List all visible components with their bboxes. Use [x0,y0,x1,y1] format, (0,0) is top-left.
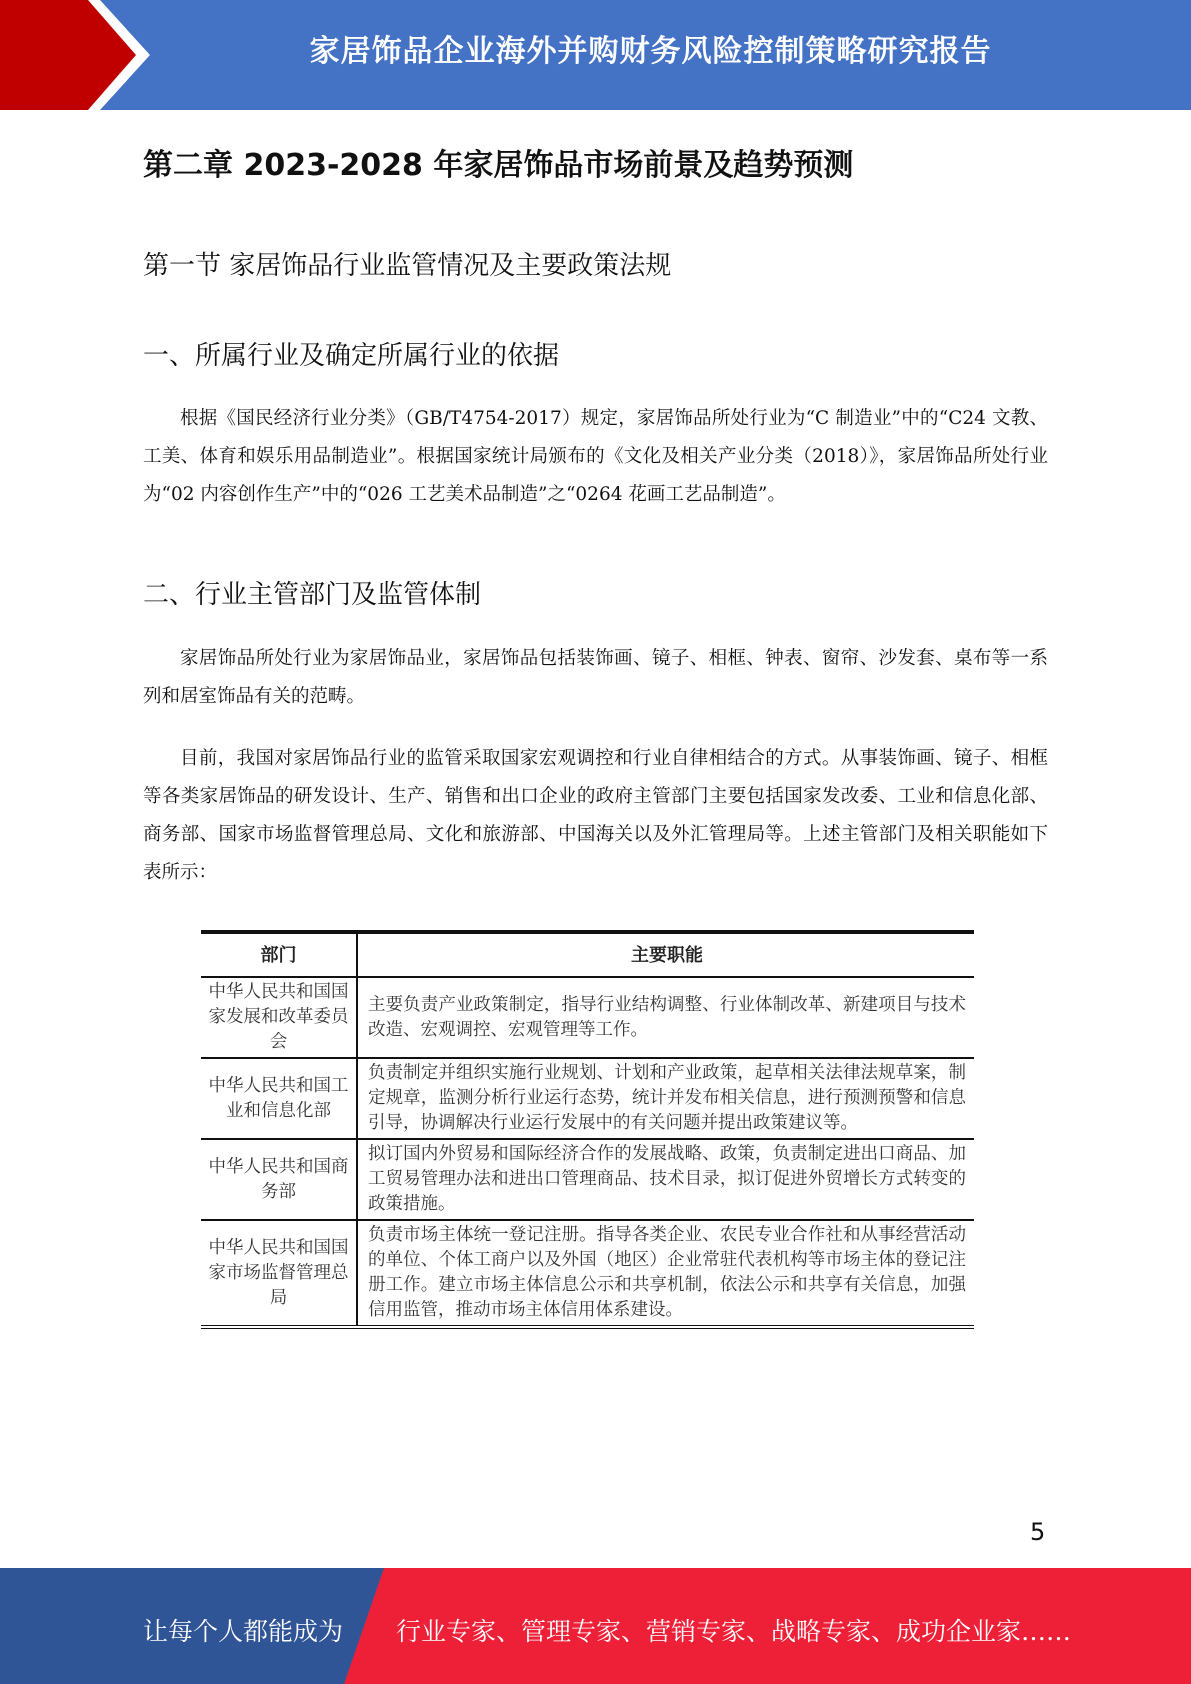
table-header-duty: 主要职能 [357,932,974,977]
table-cell-dept: 中华人民共和国国家发展和改革委员会 [201,977,357,1058]
subsection-2-paragraph-1: 家居饰品所处行业为家居饰品业，家居饰品包括装饰画、镜子、相框、钟表、窗帘、沙发套、桌布等一系列和居室饰品有关的范畴。 [143,648,1048,707]
table-cell-dept: 中华人民共和国商务部 [201,1139,357,1220]
subsection-1-title: 一、所属行业及确定所属行业的依据 [143,341,560,371]
table-header-row [201,932,974,977]
table-cell-duty: 负责制定并组织实施行业规划、计划和产业政策，起草相关法律法规草案，制定规章，监测分析行业运行态势，统计并发布相关信息，进行预测预警和信息引导，协调解决行业运行发展中的有关问题并提出政策建议等。 [357,1058,974,1139]
section-title: 第一节 家居饰品行业监管情况及主要政策法规 [143,251,672,281]
table-cell-duty: 拟订国内外贸易和国际经济合作的发展战略、政策，负责制定进出口商品、加工贸易管理办法和进出口管理商品、技术目录，拟订促进外贸增长方式转变的政策措施。 [357,1139,974,1220]
subsection-2-paragraph-2: 目前，我国对家居饰品行业的监管采取国家宏观调控和行业自律相结合的方式。从事装饰画、镜子、相框等各类家居饰品的研发设计、生产、销售和出口企业的政府主管部门主要包括国家发改委、工业和信息化部、商务部、国家市场监督管理总局、文化和旅游部、中国海关以及外汇管理局等。上述主管部门及相关职能如下表所示： [143,748,1048,883]
departments-table [201,930,974,1329]
footer-slogan-right: 行业专家、管理专家、营销专家、战略专家、成功企业家…… [396,1617,1072,1646]
table-cell-duty: 负责市场主体统一登记注册。指导各类企业、农民专业合作社和从事经营活动的单位、个体工商户以及外国（地区）企业常驻代表机构等市场主体的登记注册工作。建立市场主体信息公示和共享机制，依法公示和共享有关信息，加强信用监管，推动市场主体信用体系建设。 [368,1225,966,1320]
header-red-arrow [0,0,136,110]
table-cell-duty: 主要负责产业政策制定，指导行业结构调整、行业体制改革、新建项目与技术改造、宏观调控、宏观管理等工作。 [357,977,974,1058]
table-row [201,1058,974,1139]
table-cell-dept: 中华人民共和国国家市场监督管理总局 [201,1220,357,1327]
subsection-2-title: 二、行业主管部门及监管体制 [143,580,482,610]
table-row [201,977,974,1058]
table-cell-dept: 中华人民共和国工业和信息化部 [201,1058,357,1139]
footer-banner [0,1568,1191,1684]
report-title: 家居饰品企业海外并购财务风险控制策略研究报告 [309,34,992,69]
footer-slogan-left: 让每个人都能成为 [143,1617,344,1646]
table-row [201,1139,974,1220]
chapter-title: 第二章 2023-2028 年家居饰品市场前景及趋势预测 [143,148,854,183]
header-banner [0,0,1191,110]
page-number: 5 [1030,1518,1046,1546]
subsection-1-paragraph: 根据《国民经济行业分类》（GB/T4754-2017）规定，家居饰品所处行业为“C 制造业”中的“C24 文教、工美、体育和娱乐用品制造业”。根据国家统计局颁布的《文化及相关产业分类（2018）》，家居饰品所处行业为“02 内容创作生产”中的“026 工艺美术品制造”之“0264 花画工艺品制造”。 [143,408,1048,505]
table-header-dept: 部门 [201,932,357,977]
table-row [201,1220,974,1327]
